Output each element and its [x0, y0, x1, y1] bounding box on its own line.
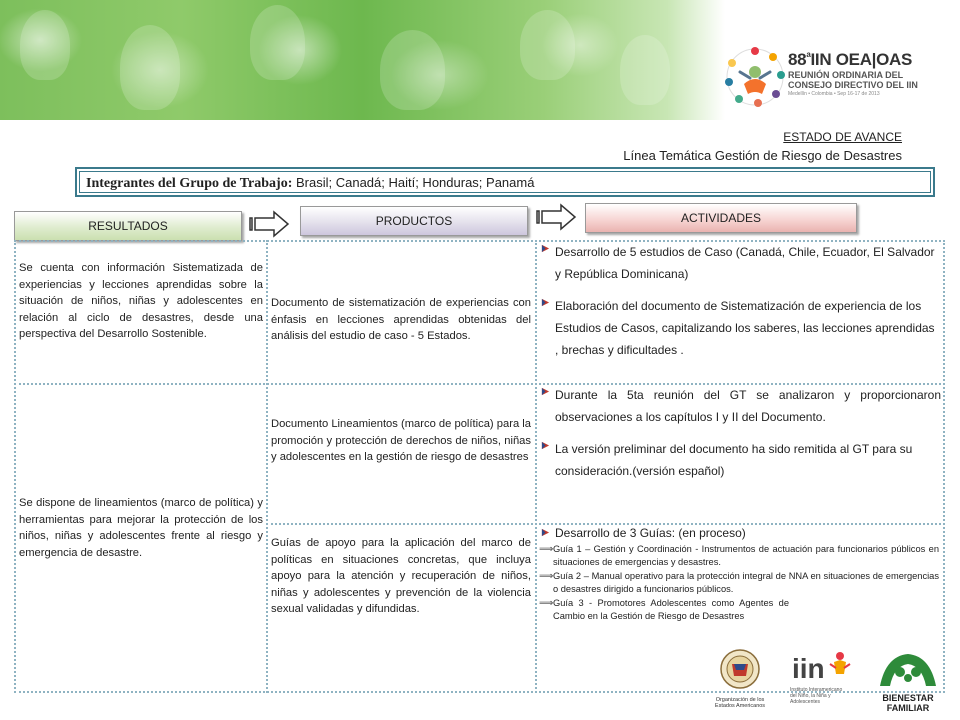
linea-tematica-title: Línea Temática Gestión de Riesgo de Desastres	[623, 148, 902, 163]
event-logo: 88$^a$IIN OEA|OAS REUNIÓN ORDINARIA DEL CONSEJO DIRECTIVO DEL IIN Medellín • Colombia • Sep 16-17 de 2013	[722, 44, 952, 114]
bullet-icon	[541, 441, 550, 450]
arrow-right-icon	[248, 210, 290, 238]
oea-logo: Organización de los Estados Americanos	[708, 648, 772, 708]
children-photo	[0, 0, 725, 120]
bullet-icon	[541, 528, 550, 537]
iin-figures-icon	[790, 650, 858, 682]
progress-table	[14, 240, 945, 693]
list-item: Desarrollo de 5 estudios de Caso (Canadá, Chile, Ecuador, El Salvador y República Dominicana)	[539, 241, 941, 285]
integrantes-value: Brasil; Canadá; Haití; Honduras; Panamá	[292, 175, 535, 190]
bienestar-familiar-logo: BIENESTAR FAMILIAR	[876, 650, 940, 716]
list-item: Elaboración del documento de Sistematización de experiencia de los Estudios de Casos, capitalizando los saberes, las lecciones aprendidas , brechas y dificultades .	[539, 295, 941, 361]
double-arrow-icon: ⟹	[539, 571, 554, 582]
productos-header: PRODUCTOS	[300, 206, 528, 236]
actividades-cell	[539, 525, 939, 624]
bullet-icon	[541, 298, 550, 307]
iin-logo: iin Instituto Interamericano del Niño, la Niña y Adolescentes	[790, 650, 858, 710]
list-item: ⟹ Guía 3 - Promotores Adolescentes como Agentes de Cambio en la Gestión de Riesgo de Desastres	[539, 598, 789, 621]
list-item: La versión preliminar del documento ha sido remitida al GT para su consideración.(versión español)	[539, 438, 941, 482]
resultado-cell: Se cuenta con información Sistematizada de experiencias y lecciones aprendidas sobre la situación de niños, niñas y adolescentes en relación al ciclo de desastres, desde una perspectiva del Desarrollo Sostenible.	[19, 262, 263, 340]
svg-text:iin: iin	[792, 653, 825, 682]
actividades-cell	[539, 241, 941, 371]
actividades-header: ACTIVIDADES	[585, 203, 857, 233]
actividades-cell	[539, 384, 941, 492]
list-item: Desarrollo de 3 Guías: (en proceso)	[539, 525, 939, 541]
family-icon	[876, 650, 940, 688]
list-item: ⟹ Guía 1 – Gestión y Coordinación - Instrumentos de actuación para funcionarios públicos en situaciones de emergencias y desastres.	[539, 544, 939, 567]
bullet-icon	[541, 244, 550, 253]
resultados-header: RESULTADOS	[14, 211, 242, 241]
producto-cell: Guías de apoyo para la aplicación del marco de políticas en situaciones concretas, que incluya apoyo para la atención y recuperación de niños, niñas y adolescentes y prevención de la violencia sexual validadas y difundidas.	[271, 537, 531, 615]
double-arrow-icon: ⟹	[539, 544, 554, 555]
producto-cell: Documento de sistematización de experiencias con énfasis en lecciones aprendidas obtenidas del análisis del estudio de caso - 5 Estados.	[271, 297, 531, 342]
logo-title: 88$^a$IIN OEA|OAS	[788, 50, 913, 69]
integrantes-box	[75, 167, 935, 197]
oea-seal-icon	[708, 648, 772, 690]
producto-cell: Documento Lineamientos (marco de política) para la promoción y protección de derechos de niños, niñas y adolescentes en la gestión de riesgo de desastres	[271, 418, 531, 463]
list-item: ⟹ Guía 2 – Manual operativo para la protección integral de NNA en situaciones de emergencias o desastres dirigido a funcionarios públicos.	[539, 571, 939, 594]
list-item: Durante la 5ta reunión del GT se analizaron y proporcionaron observaciones a los capítulos I y II del Documento.	[539, 384, 941, 428]
children-circle-icon	[722, 44, 788, 110]
estado-title: ESTADO DE AVANCE	[783, 130, 902, 144]
integrantes-label: Integrantes del Grupo de Trabajo:	[86, 176, 293, 191]
header-banner	[0, 0, 960, 120]
arrow-right-icon	[535, 203, 577, 231]
double-arrow-icon: ⟹	[539, 598, 554, 609]
resultado-cell: Se dispone de lineamientos (marco de política) y herramientas para mejorar la protección de los niños, niñas y adolescentes frente al riesgo y emergencia de desastre.	[19, 497, 263, 559]
bullet-icon	[541, 387, 550, 396]
